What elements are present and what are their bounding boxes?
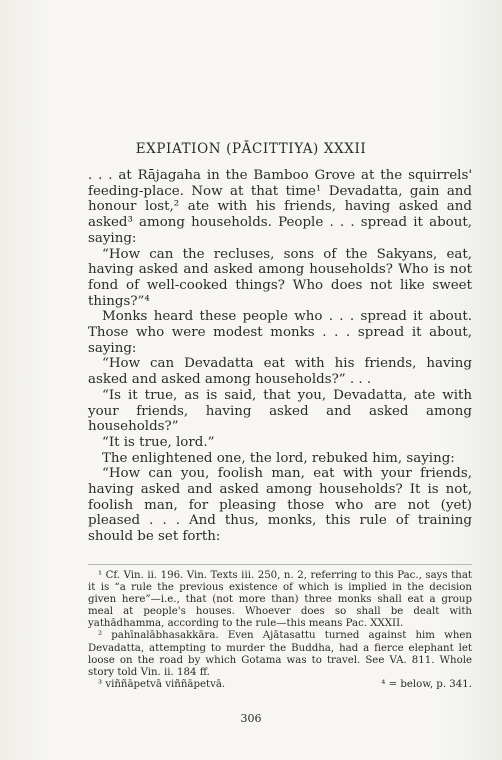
paragraph: “It is true, lord.” (102, 434, 215, 450)
paragraph: “How can Devadatta eat with his friends, having asked and asked among households?” . . . (88, 356, 472, 388)
paragraph: “How can you, foolish man, eat with your friends, having asked and asked among households? It is not, foolish man, for pleasing those who are not (yet) pleased . . . And thus, monks, this rule of training should be set forth: (88, 466, 472, 545)
paragraph: “How can the recluses, sons of the Sakyans, eat, having asked and asked among households? Who is not fond of well-cooked things? Who does not like sweet things?”⁴ (88, 246, 472, 309)
running-header: EXPIATION (PĀCITTIYA) XXXII (135, 141, 367, 157)
paragraph: . . . at Rājagaha in the Bamboo Grove at the squirrels' feeding-place. Now at that time¹ Devadatta, gain and honour lost,² ate with his friends, having asked and asked³ among households. People . . . spread it about, saying: (88, 168, 472, 246)
page-number: 306 (240, 712, 262, 725)
main-text (88, 168, 472, 545)
paragraph: Monks heard these people who . . . spread it about. Those who were modest monks . . . spread it about, saying: (88, 309, 472, 356)
footnotes (88, 570, 472, 691)
paragraph: “Is it true, as is said, that you, Devadatta, ate with your friends, having asked and asked among households?” (88, 387, 472, 435)
footnote-1: ¹ Cf. Vin. ii. 196. Vin. Texts iii. 250, n. 2, referring to this Pac., says that it is “a rule the previous existence of which is implied in the decision given here”—i.e., that (not more than) three monks shall eat a group meal at people's houses. Whoever does so shall be dealt with yathādhamma, according to the rule—this means Pac. XXXII. (88, 570, 472, 630)
footnote-2: ² pahīnalābhasakkāra. Even Ajātasattu turned against him when Devadatta, attempting to murder the Buddha, had a fierce elephant let loose on the road by which Gotama was to travel. See VA. 811. Whole story told Vin. ii. 184 ff. (88, 630, 472, 678)
footnote-row-3-4 (88, 679, 472, 691)
footnote-4: ⁴ = below, p. 341. (381, 678, 472, 690)
paragraph: The enlightened one, the lord, rebuked him, saying: (102, 450, 455, 466)
footnote-divider (88, 564, 472, 565)
footnote-3: ³ viññāpetvā viññāpetvā. (98, 678, 226, 690)
